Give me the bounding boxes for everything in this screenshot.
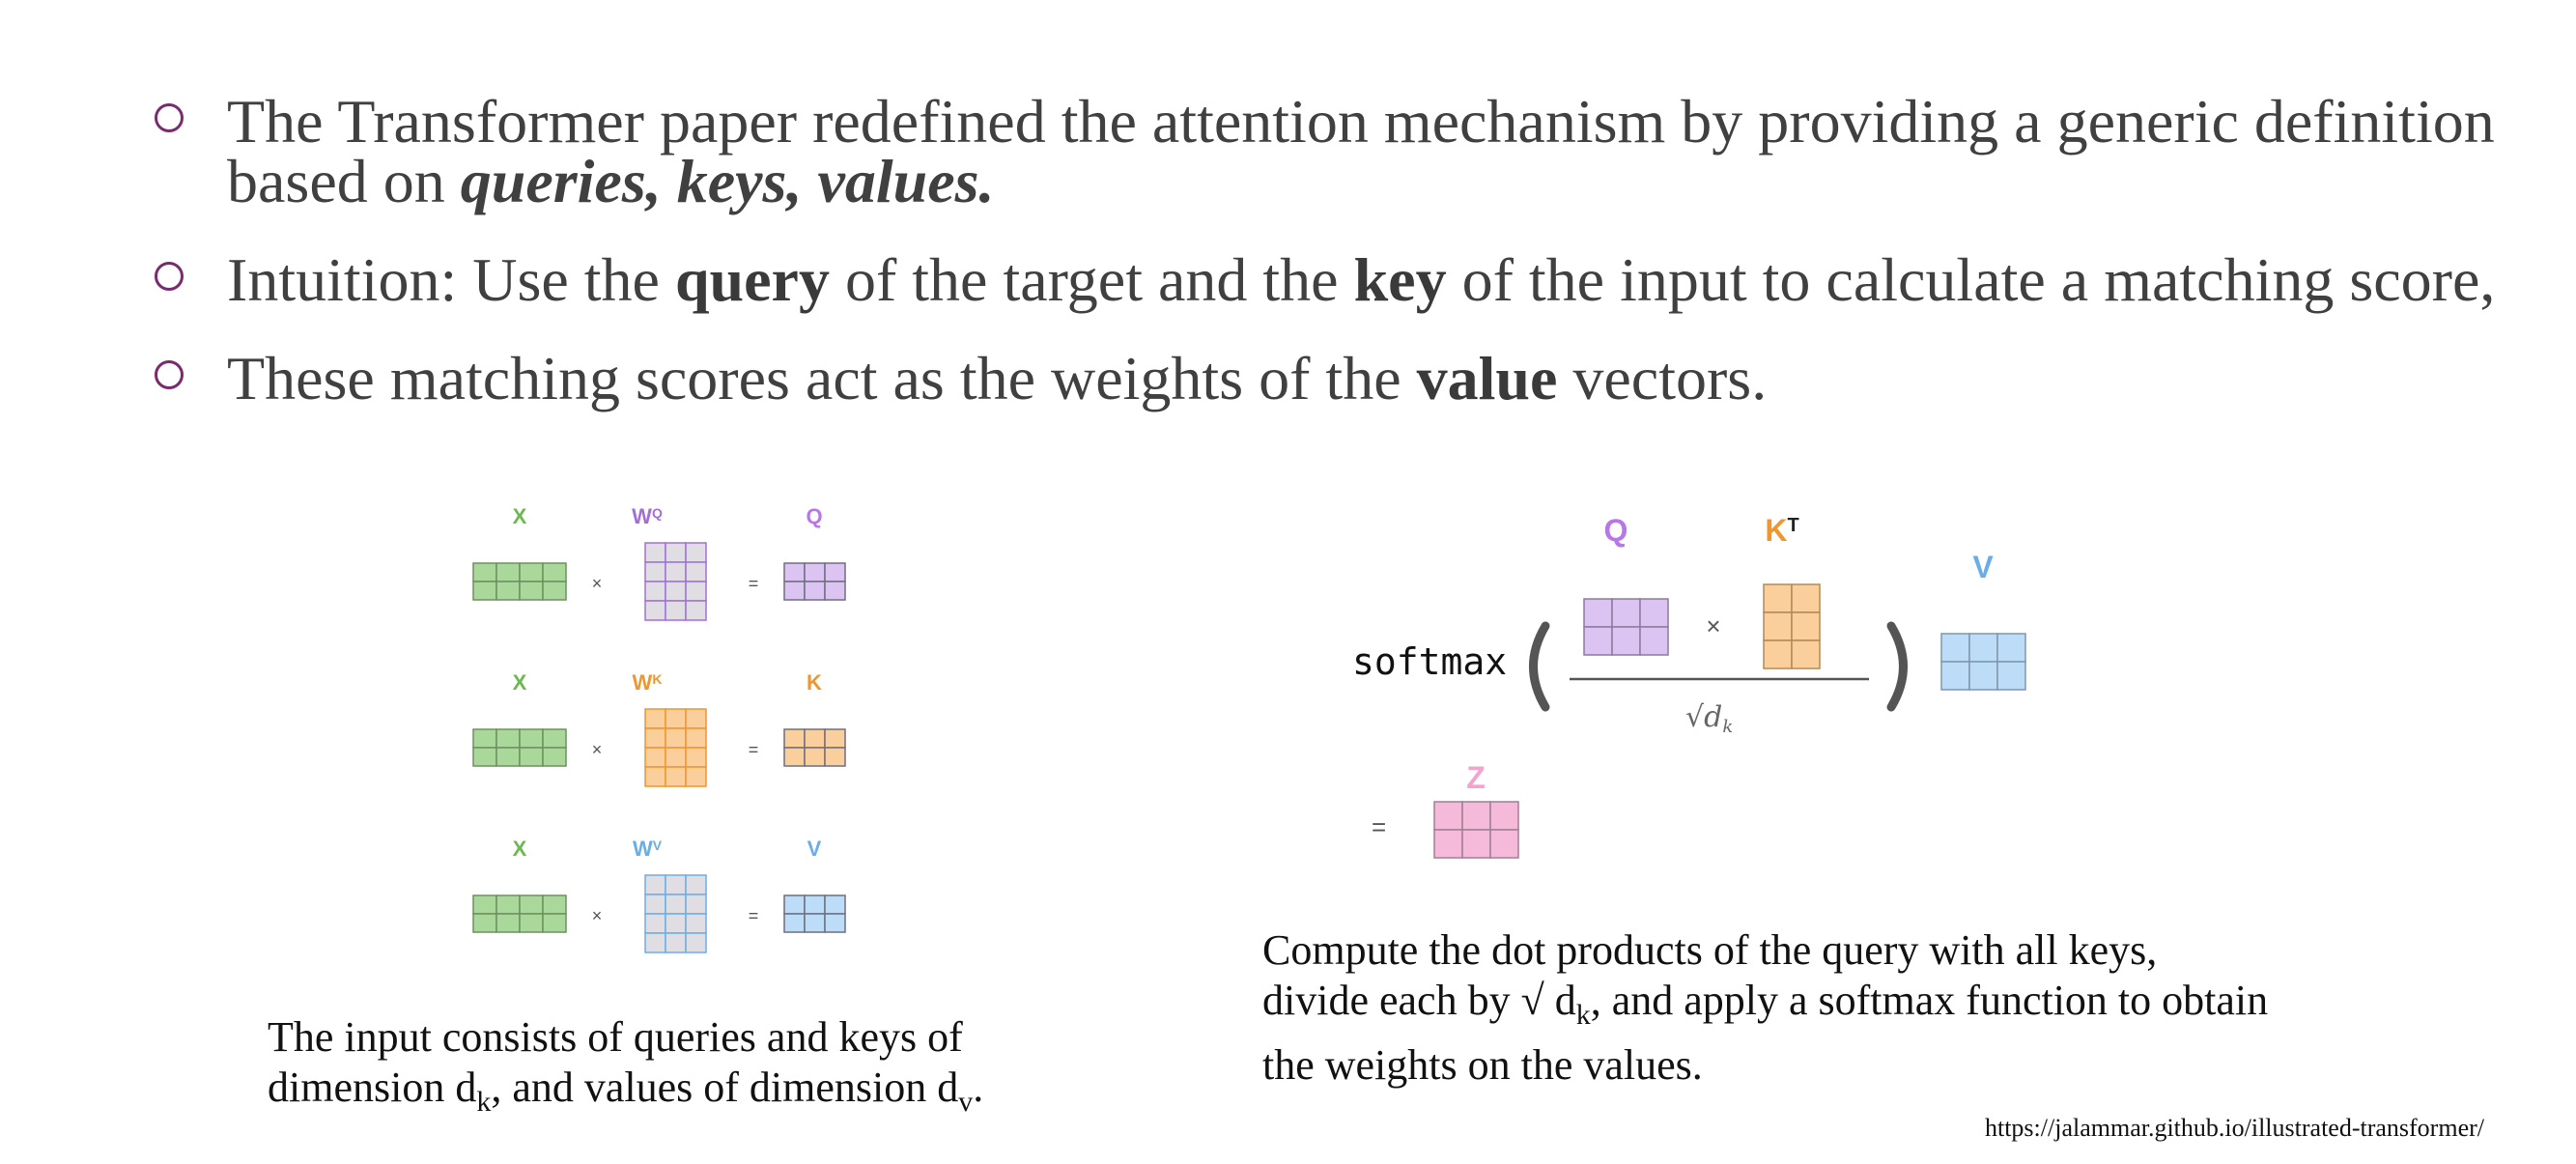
matrix-cell xyxy=(784,914,805,932)
bullet-circle-icon xyxy=(155,103,184,132)
k-label: $K^T$ xyxy=(1765,513,1799,548)
matrix-cell xyxy=(686,767,706,786)
right-caption-line1: Compute the dot products of the query with all keys, xyxy=(1262,926,2158,974)
matrix-cell xyxy=(825,914,845,932)
left-caption xyxy=(268,1012,983,1127)
bullet-weights xyxy=(155,344,2521,412)
matrix-cell xyxy=(1640,627,1668,655)
matrix-cell xyxy=(473,748,496,766)
bullet-emphasis: queries, keys, values. xyxy=(460,147,995,215)
times-sign: × xyxy=(591,906,603,925)
softmax-label: softmax xyxy=(1352,640,1508,683)
w-matrix xyxy=(645,709,706,786)
matrix-cell xyxy=(1792,640,1820,668)
right-caption xyxy=(1262,925,2268,1091)
matrix-cell xyxy=(805,895,825,914)
equals-sign: = xyxy=(748,740,759,759)
matrix-cell xyxy=(665,767,686,786)
x-label: X xyxy=(512,504,527,528)
matrix-cell xyxy=(665,709,686,728)
output-matrix xyxy=(784,563,845,600)
bullet-bold-key: key xyxy=(1353,245,1447,314)
matrix-cell xyxy=(645,543,665,562)
bullet-circle-icon xyxy=(155,262,184,291)
matrix-cell xyxy=(645,767,665,786)
bullet-list xyxy=(155,87,2521,447)
matrix-cell xyxy=(473,563,496,582)
matrix-cell xyxy=(1997,662,2025,690)
matrix-cell xyxy=(520,563,543,582)
matrix-cell xyxy=(665,748,686,767)
output-matrix xyxy=(784,895,845,932)
matrix-cell xyxy=(520,582,543,600)
right-paren xyxy=(1891,626,1904,707)
matrix-cell xyxy=(496,582,520,600)
matrix-cell xyxy=(645,748,665,767)
matrix-cell xyxy=(784,895,805,914)
z-label: Z xyxy=(1466,760,1486,795)
bullet-bold-value: value xyxy=(1416,344,1558,412)
x-matrix xyxy=(473,563,566,600)
matrix-cell xyxy=(1764,612,1792,640)
equals-sign: = xyxy=(1372,812,1387,841)
times-sign: × xyxy=(1706,611,1721,640)
matrix-cell xyxy=(1969,634,1997,662)
matrix-cell xyxy=(784,729,805,748)
w-label: $W^K$ xyxy=(632,670,663,695)
matrix-cell xyxy=(1640,599,1668,627)
bullet-text-end: of the input to calculate a matching score, xyxy=(1446,245,2496,314)
matrix-cell xyxy=(1764,584,1792,612)
matrix-cell xyxy=(665,601,686,620)
w-label: $W^Q$ xyxy=(632,504,663,528)
matrix-cell xyxy=(825,895,845,914)
matrix-cell xyxy=(805,914,825,932)
z-matrix xyxy=(1434,802,1518,858)
matrix-cell xyxy=(805,582,825,600)
x-label: X xyxy=(512,670,527,695)
matrix-cell xyxy=(496,748,520,766)
w-matrix xyxy=(645,543,706,620)
matrix-cell xyxy=(645,709,665,728)
bullet-text: Intuition: Use the xyxy=(227,245,675,314)
matrix-cell xyxy=(520,914,543,932)
matrix-cell xyxy=(686,601,706,620)
times-sign: × xyxy=(591,740,603,759)
matrix-cell xyxy=(686,875,706,894)
matrix-cell xyxy=(543,895,566,914)
matrix-cell xyxy=(473,895,496,914)
kt-cells xyxy=(1764,584,1820,668)
matrix-cell xyxy=(496,729,520,748)
matrix-cell xyxy=(784,748,805,766)
matrix-cell xyxy=(496,895,520,914)
matrix-cell xyxy=(645,582,665,601)
matrix-cell xyxy=(686,933,706,952)
matrix-cell xyxy=(1434,830,1462,858)
matrix-cell xyxy=(1792,584,1820,612)
matrix-cell xyxy=(665,933,686,952)
z-cells xyxy=(1434,802,1518,858)
left-caption-line2: dimension $d_k$, and values of dimension $d_v$. xyxy=(268,1064,984,1118)
matrix-cell xyxy=(473,914,496,932)
bullet-text: The Transformer paper redefined the attention mechanism by providing a generic definition based on xyxy=(227,87,2495,215)
matrix-cell xyxy=(665,894,686,914)
matrix-cell xyxy=(1490,802,1518,830)
matrix-cell xyxy=(1764,640,1792,668)
q-matrix xyxy=(1584,599,1668,655)
matrix-cell xyxy=(1584,627,1612,655)
matrix-cell xyxy=(645,562,665,582)
matrix-cell xyxy=(1969,662,1997,690)
left-caption-line1: The input consists of queries and keys of xyxy=(268,1013,963,1061)
matrix-cell xyxy=(645,933,665,952)
x-matrix xyxy=(473,729,566,766)
matrix-cell xyxy=(645,894,665,914)
matrix-cell xyxy=(665,562,686,582)
x-label: X xyxy=(512,837,527,861)
right-caption-line2: divide each by √ $d_k$, and apply a softmax function to obtain xyxy=(1262,977,2269,1031)
matrix-cell xyxy=(1462,802,1490,830)
w-label: $W^V$ xyxy=(632,837,663,861)
matrix-cell xyxy=(825,563,845,582)
matrix-cell xyxy=(1612,599,1640,627)
matrix-cell xyxy=(686,728,706,748)
matrix-cell xyxy=(496,914,520,932)
matrix-cell xyxy=(473,729,496,748)
kt-matrix xyxy=(1764,584,1820,668)
matrix-cell xyxy=(686,582,706,601)
v-cells xyxy=(1941,634,2025,690)
q-cells xyxy=(1584,599,1668,655)
matrix-cell xyxy=(665,543,686,562)
matrix-cell xyxy=(543,914,566,932)
matrix-cell xyxy=(665,914,686,933)
matrix-cell xyxy=(645,875,665,894)
matrix-cell xyxy=(665,728,686,748)
matrix-cell xyxy=(645,601,665,620)
matrix-cell xyxy=(520,895,543,914)
matrix-cell xyxy=(784,563,805,582)
matrix-cell xyxy=(1792,612,1820,640)
matrix-cell xyxy=(496,563,520,582)
matrix-cell xyxy=(784,582,805,600)
matrix-cell xyxy=(1612,627,1640,655)
matrix-cell xyxy=(543,748,566,766)
matrix-cell xyxy=(686,543,706,562)
right-caption-line3: the weights on the values. xyxy=(1262,1040,1703,1089)
output-label: V xyxy=(807,837,822,861)
matrix-cell xyxy=(665,875,686,894)
matrix-cell xyxy=(825,748,845,766)
output-label: K xyxy=(807,670,822,695)
matrix-cell xyxy=(1941,634,1969,662)
bullet-intuition xyxy=(155,245,2521,314)
matrix-cell xyxy=(543,729,566,748)
matrix-cell xyxy=(520,729,543,748)
matrix-cell xyxy=(645,728,665,748)
bullet-circle-icon xyxy=(155,360,184,389)
bullet-text-mid: of the target and the xyxy=(829,245,1354,314)
matrix-cell xyxy=(805,729,825,748)
matrix-cell xyxy=(686,914,706,933)
matrix-cell xyxy=(473,582,496,600)
equals-sign: = xyxy=(748,574,759,593)
times-sign: × xyxy=(591,574,603,593)
matrix-cell xyxy=(1997,634,2025,662)
matrix-cell xyxy=(543,582,566,600)
matrix-cell xyxy=(1490,830,1518,858)
matrix-cell xyxy=(1941,662,1969,690)
output-matrix xyxy=(784,729,845,766)
matrix-cell xyxy=(686,748,706,767)
q-label: Q xyxy=(1603,513,1628,548)
matrix-cell xyxy=(686,894,706,914)
qkv-projection-diagram xyxy=(464,500,869,964)
matrix-cell xyxy=(825,729,845,748)
matrix-cell xyxy=(1584,599,1612,627)
sqrt-dk: $√d_k$ xyxy=(1685,700,1734,737)
matrix-cell xyxy=(665,582,686,601)
matrix-cell xyxy=(825,582,845,600)
matrix-cell xyxy=(1462,830,1490,858)
output-label: Q xyxy=(806,504,823,528)
bullet-text-end: vectors. xyxy=(1557,344,1768,412)
source-url: https://jalammar.github.io/illustrated-transformer/ xyxy=(1984,1114,2484,1142)
equals-sign: = xyxy=(748,906,759,925)
v-matrix xyxy=(1941,634,2025,690)
attention-formula-diagram xyxy=(1343,512,2096,869)
bullet-bold-query: query xyxy=(674,245,830,314)
matrix-cell xyxy=(520,748,543,766)
x-matrix xyxy=(473,895,566,932)
v-label: V xyxy=(1972,550,1994,584)
bullet-text: These matching scores act as the weights of the xyxy=(227,344,1417,412)
w-matrix xyxy=(645,875,706,952)
matrix-cell xyxy=(543,563,566,582)
left-paren xyxy=(1534,626,1546,707)
matrix-cell xyxy=(805,563,825,582)
matrix-cell xyxy=(805,748,825,766)
matrix-cell xyxy=(686,709,706,728)
bullet-generic-definition xyxy=(155,87,2521,215)
matrix-cell xyxy=(686,562,706,582)
matrix-cell xyxy=(645,914,665,933)
matrix-cell xyxy=(1434,802,1462,830)
